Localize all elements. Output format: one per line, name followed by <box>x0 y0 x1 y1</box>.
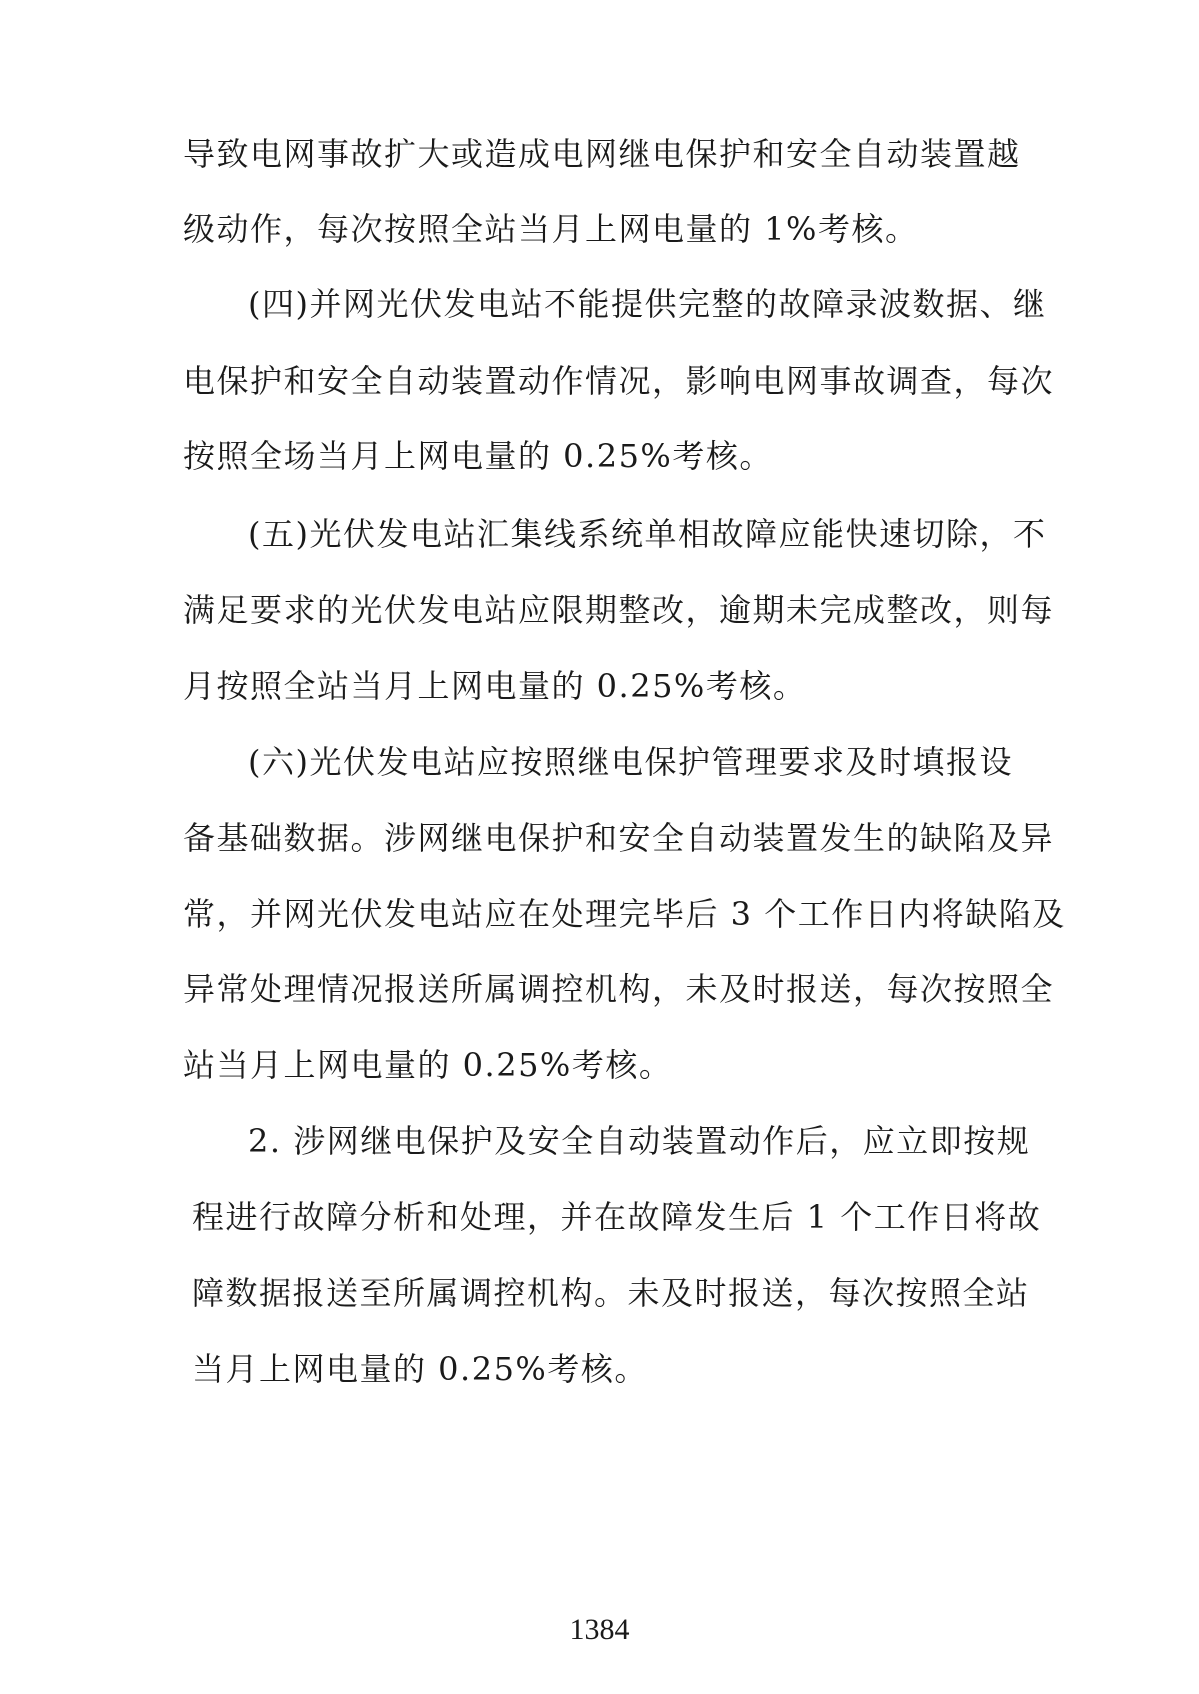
paragraph-6-line-3: 常，并网光伏发电站应在处理完毕后 3 个工作日内将缺陷及 <box>183 895 1066 933</box>
text-line-2: 级动作，每次按照全站当月上网电量的 1%考核。 <box>183 210 919 248</box>
paragraph-4-line-3: 按照全场当月上网电量的 0.25%考核。 <box>183 437 773 475</box>
paragraph-6-line-2: 备基础数据。涉网继电保护和安全自动装置发生的缺陷及异 <box>183 819 1055 857</box>
item-2-line-1: 2. 涉网继电保护及安全自动装置动作后，应立即按规 <box>248 1122 1031 1160</box>
paragraph-5-line-2: 满足要求的光伏发电站应限期整改，逾期未完成整改，则每 <box>183 591 1055 629</box>
item-2-line-4: 当月上网电量的 0.25%考核。 <box>192 1350 648 1388</box>
item-2-line-3: 障数据报送至所属调控机构。未及时报送，每次按照全站 <box>192 1274 1030 1312</box>
paragraph-6-line-5: 站当月上网电量的 0.25%考核。 <box>183 1046 673 1084</box>
paragraph-6-line-1: (六)光伏发电站应按照继电保护管理要求及时填报设 <box>248 743 1013 781</box>
item-2-line-2: 程进行故障分析和处理，并在故障发生后 1 个工作日将故 <box>192 1198 1042 1236</box>
text-line-1: 导致电网事故扩大或造成电网继电保护和安全自动装置越 <box>183 135 1021 173</box>
paragraph-6-line-4: 异常处理情况报送所属调控机构，未及时报送，每次按照全 <box>183 970 1055 1008</box>
paragraph-5-line-3: 月按照全站当月上网电量的 0.25%考核。 <box>183 667 807 705</box>
paragraph-4-line-1: (四)并网光伏发电站不能提供完整的故障录波数据、继 <box>248 285 1047 323</box>
paragraph-4-line-2: 电保护和安全自动装置动作情况，影响电网事故调查，每次 <box>183 362 1055 400</box>
paragraph-5-line-1: (五)光伏发电站汇集线系统单相故障应能快速切除，不 <box>248 515 1047 553</box>
page-number: 1384 <box>569 1613 630 1646</box>
